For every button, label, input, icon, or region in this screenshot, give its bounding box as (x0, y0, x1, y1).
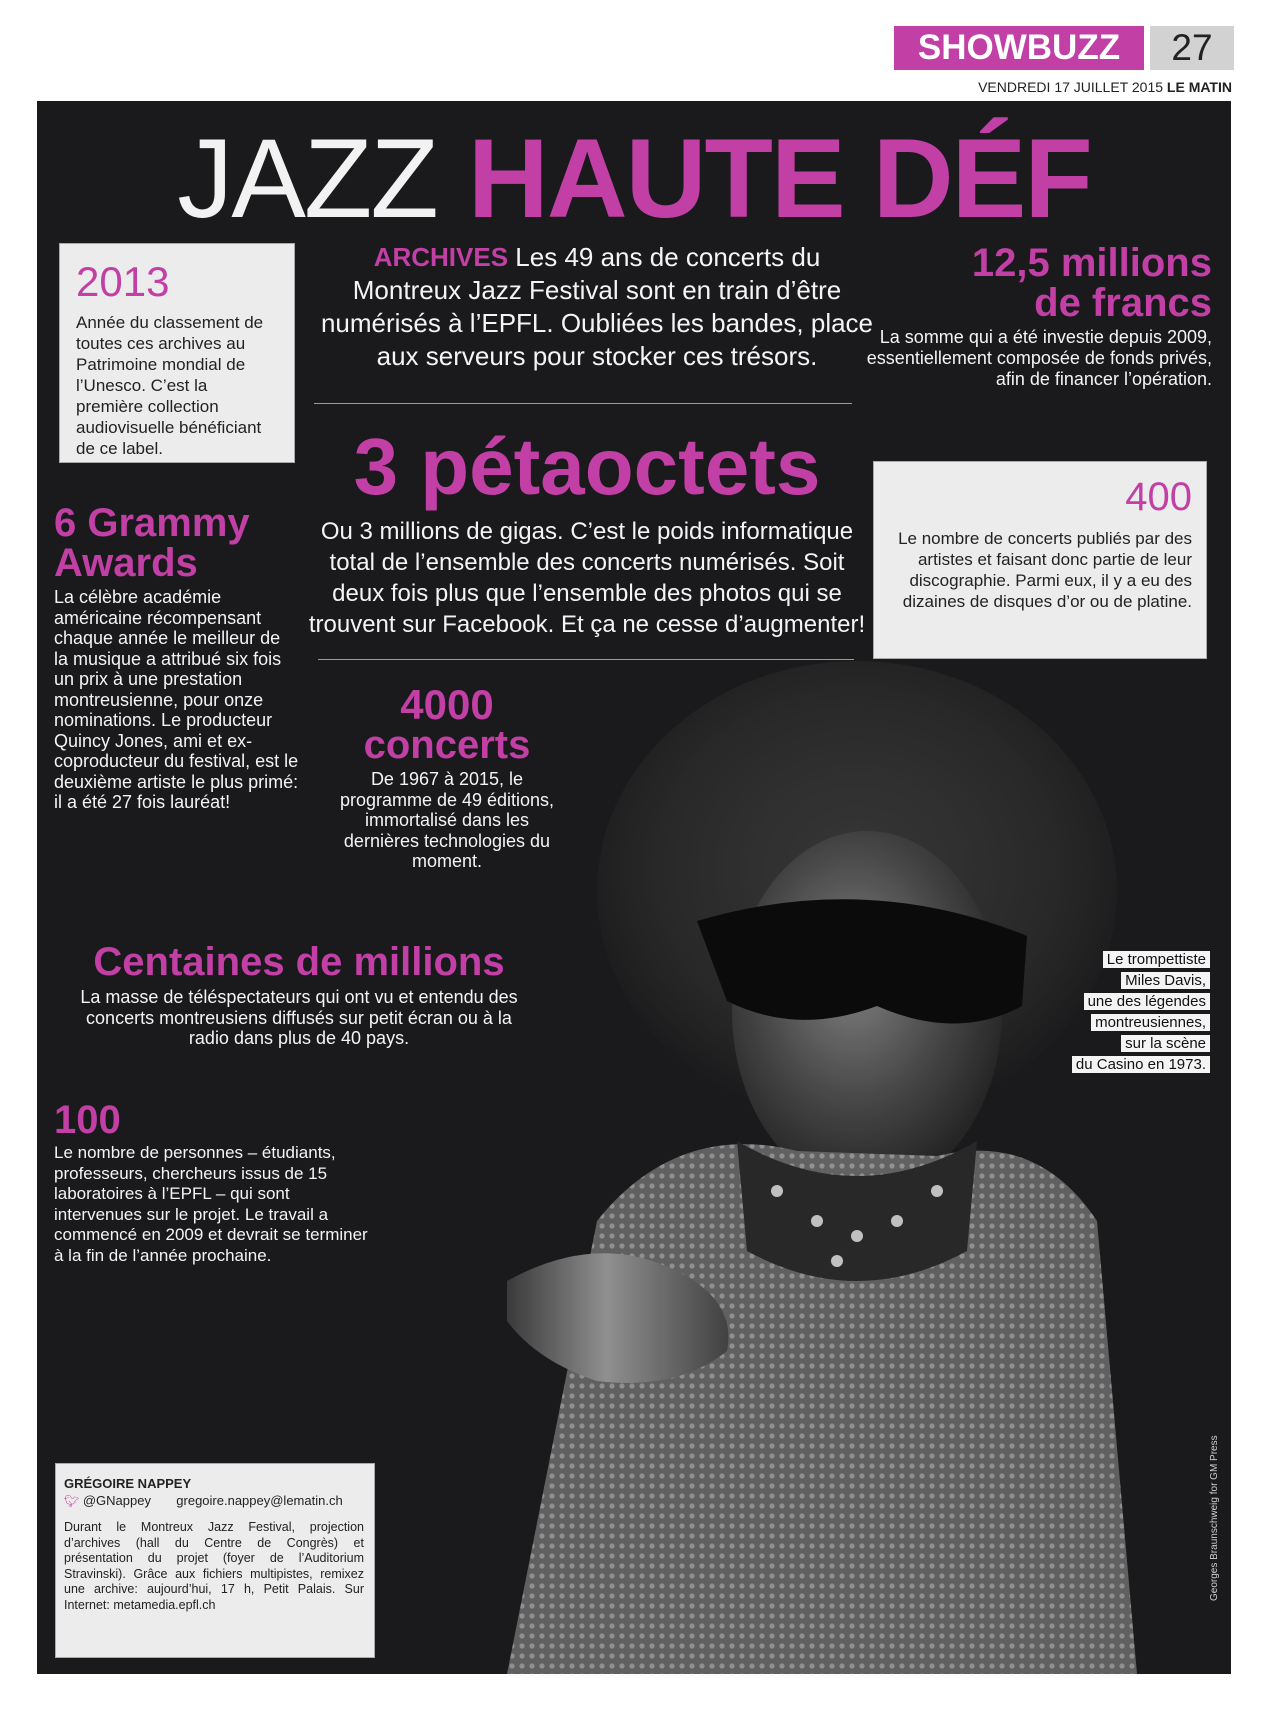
caption-line: Le trompettiste (1103, 951, 1210, 968)
fact-text-100: Le nombre de personnes – étudiants, professeurs, chercheurs issus de 15 laboratoires à l’EPFL – qui sont intervenues sur le projet. Le travail a commencé en 2009 et devrait se terminer à la fin de l’année prochaine. (54, 1143, 368, 1265)
fact-text-400: Le nombre de concerts publiés par des artistes et faisant donc partie de leur discographie. Parmi eux, il y a eu des dizaines de disques d’or ou de platine. (898, 529, 1192, 611)
twitter-bird-icon: 🐦︎ (64, 1494, 80, 1508)
fact-4000 (337, 681, 557, 872)
caption-line: sur la scène (1121, 1035, 1210, 1052)
fact-box-2013 (59, 243, 295, 463)
issue-date: VENDREDI 17 JUILLET 2015 (978, 79, 1164, 95)
fact-figure-4000-1: 4000 (400, 681, 494, 728)
fact-figure-grammy-2: Awards (54, 541, 198, 585)
dateline (978, 79, 1232, 95)
fact-figure-400: 400 (1125, 475, 1192, 519)
fact-figure-100: 100 (54, 1098, 121, 1142)
fact-millions (857, 243, 1212, 390)
headline-light: JAZZ (177, 116, 437, 241)
page-footer (0, 1674, 1268, 1712)
fact-text-millions: La somme qui a été investie depuis 2009, essentiellement composée de fonds privés, afin de financer l’opération. (866, 327, 1212, 389)
fact-centaines (59, 939, 539, 1049)
divider-top (314, 403, 852, 404)
caption-line: une des légendes (1084, 993, 1210, 1010)
fact-text-grammy: La célèbre académie américaine récompensant chaque année le meilleur de la musique a attribué six fois un prix à une prestation montreusienne, pour onze nominations. Le producteur Quincy Jones, ami et ex-coproducteur du festival, est le deuxième artiste le plus primé: il a été 27 fois lauréat! (54, 587, 299, 812)
section-label: SHOWBUZZ (894, 26, 1144, 70)
fact-100 (54, 1099, 374, 1266)
fact-figure-millions-2: de francs (1034, 281, 1212, 325)
photo-credit: Georges Braunschweig for GM Press (1209, 1435, 1220, 1601)
fact-figure-centaines: Centaines de millions (93, 940, 505, 984)
author-box (55, 1463, 375, 1658)
author-email[interactable]: gregoire.nappey@lematin.ch (176, 1493, 343, 1508)
author-twitter[interactable]: @GNappey (82, 1493, 151, 1508)
intro-paragraph (317, 241, 877, 373)
headline-bold: HAUTE DÉF (467, 116, 1091, 241)
caption-line: Miles Davis, (1121, 972, 1210, 989)
fact-figure-2013: 2013 (76, 258, 170, 305)
fact-text-petaoctets: Ou 3 millions de gigas. C’est le poids informatique total de l’ensemble des concerts numérisés. Soit deux fois plus que l’ensemble des photos qui se trouvent sur Facebook. Et ça ne cesse d’augmenter! (308, 518, 866, 638)
caption-line: montreusiennes, (1091, 1014, 1210, 1031)
intro-text: Les 49 ans de concerts du Montreux Jazz Festival sont en train d’être numérisés à l’EPFL. Oubliées les bandes, place aux serveurs pour stocker ces trésors. (320, 242, 874, 371)
infographic-panel (37, 101, 1231, 1674)
intro-kicker: ARCHIVES (373, 242, 509, 272)
photo-caption (917, 949, 1210, 1075)
headline (37, 115, 1231, 243)
author-name: GRÉGOIRE NAPPEY (64, 1476, 192, 1491)
fact-figure-millions-1: 12,5 millions (971, 241, 1212, 285)
author-box-text: Durant le Montreux Jazz Festival, projection d’archives (hall du Centre de Congrès) et présentation du projet (foyer de l’Auditorium Stravinski). Grâce aux fichiers multipistes, remixez une archive: aujourd’hui, 17 h, Petit Palais. Sur Internet: metamedia.epfl.ch (64, 1520, 364, 1612)
author-contacts (64, 1492, 364, 1510)
page-number: 27 (1150, 26, 1234, 70)
fact-text-4000: De 1967 à 2015, le programme de 49 éditions, immortalisé dans les dernières technologies du moment. (339, 769, 555, 871)
fact-figure-grammy-1: 6 Grammy (54, 501, 250, 545)
fact-text-centaines: La masse de téléspectateurs qui ont vu et entendu des concerts montreusiens diffusés sur petit écran ou à la radio dans plus de 40 pays. (80, 987, 518, 1048)
fact-grammy (54, 503, 299, 813)
divider-bottom (318, 659, 854, 660)
fact-figure-4000-2: concerts (363, 723, 531, 767)
fact-text-2013: Année du classement de toutes ces archives au Patrimoine mondial de l’Unesco. C’est la première collection audiovisuelle bénéficiant de ce label. (76, 313, 264, 458)
caption-line: du Casino en 1973. (1072, 1056, 1210, 1073)
newspaper-name: LE MATIN (1166, 79, 1232, 95)
fact-figure-petaoctets: 3 pétaoctets (353, 422, 821, 511)
fact-box-400 (873, 461, 1207, 659)
